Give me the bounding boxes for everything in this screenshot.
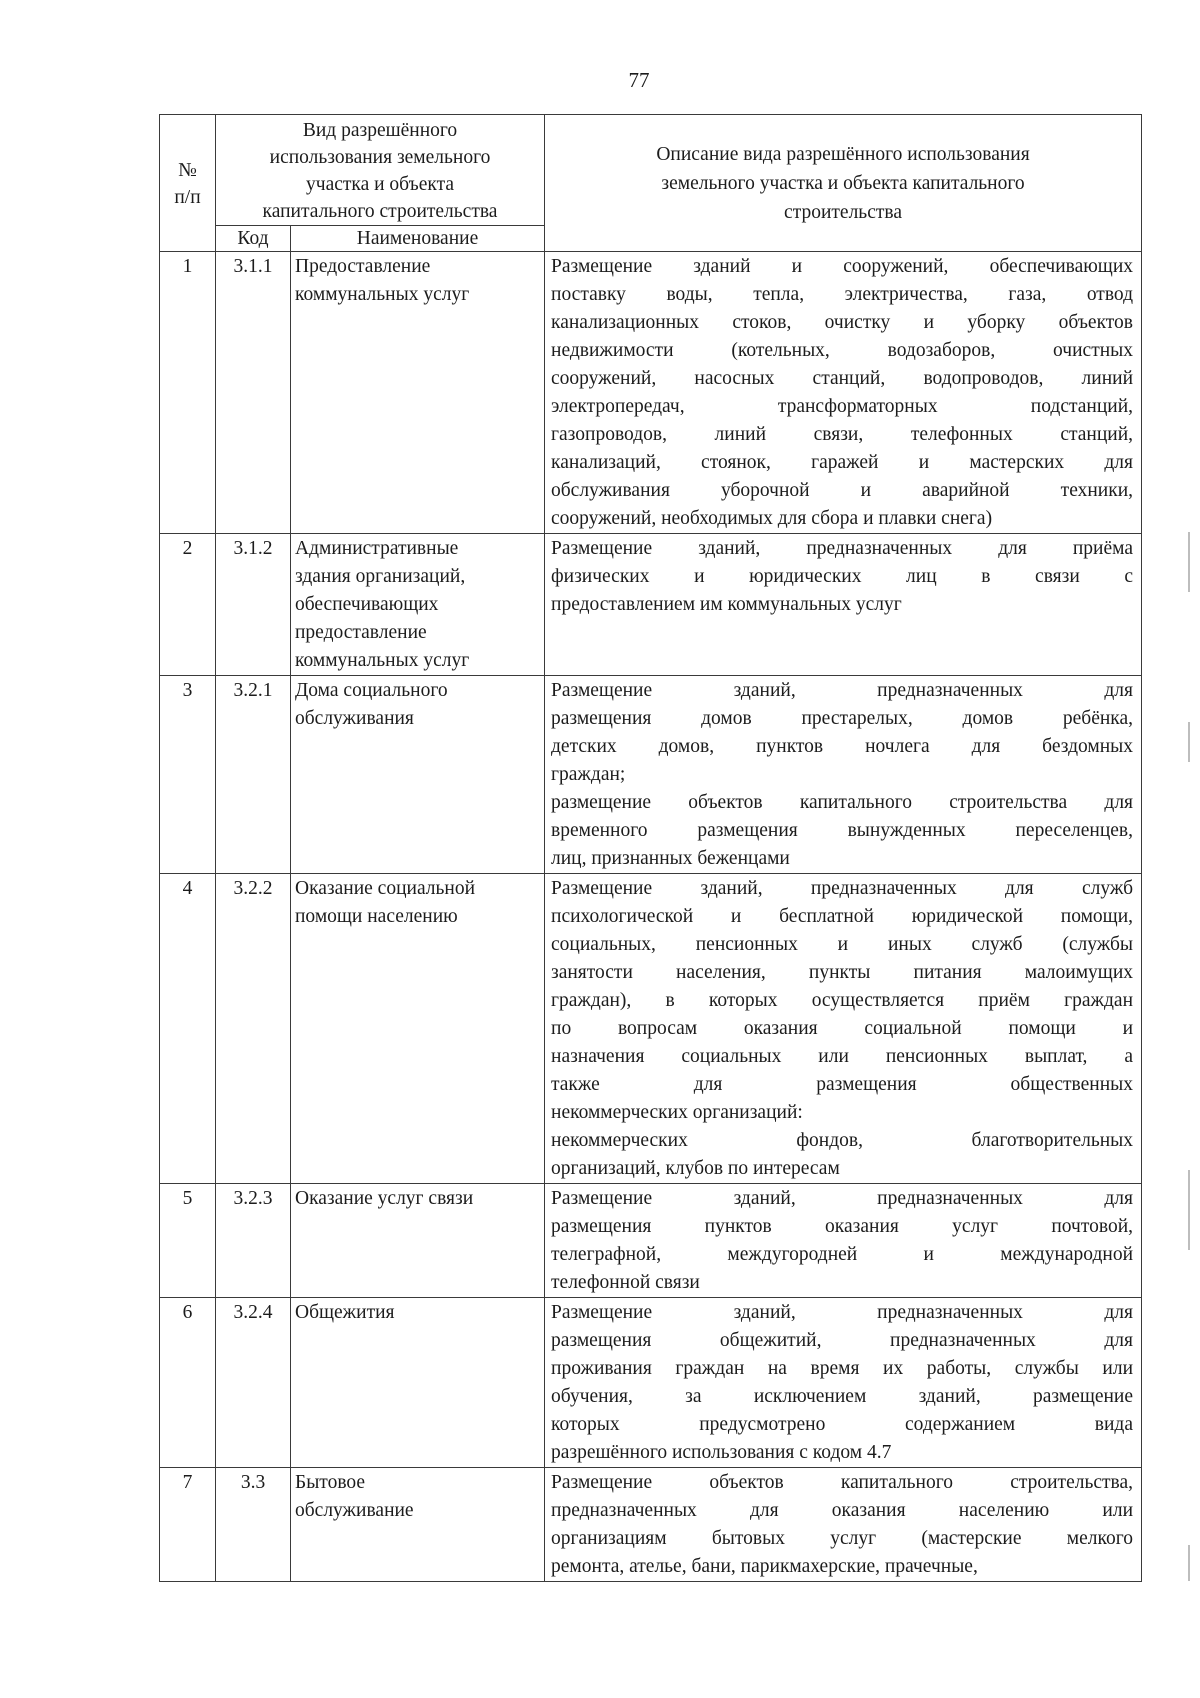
header-line: участка и объекта [306, 174, 454, 195]
description-line: которых предусмотрено содержанием вида [551, 1414, 1134, 1435]
description-line: предназначенных для оказания населению или [551, 1500, 1134, 1521]
use-name-line: Административные [295, 538, 459, 559]
description-line: по вопросам оказания социальной помощи и [551, 1018, 1134, 1039]
use-name-cell [291, 874, 545, 1184]
use-name-line: обслуживания [295, 708, 414, 729]
table-row [160, 676, 1142, 874]
header-line: п/п [174, 186, 201, 208]
use-description-cell [545, 1184, 1142, 1298]
description-line: граждан), в которых осуществляется приём граждан [551, 990, 1134, 1011]
column-header-name: Наименование [291, 226, 545, 252]
use-code-cell: 3.2.3 [216, 1184, 291, 1298]
description-line: психологической и бесплатной юридической помощи, [551, 906, 1134, 927]
use-code-cell: 3.2.1 [216, 676, 291, 874]
table-row [160, 874, 1142, 1184]
description-line: граждан; [551, 764, 626, 785]
header-line: строительства [784, 202, 902, 223]
use-name-cell [291, 534, 545, 676]
description-line: обучения, за исключением зданий, размещение [551, 1386, 1134, 1407]
use-name-line: коммунальных услуг [295, 650, 470, 671]
use-name-line: предоставление [295, 622, 427, 643]
description-line: электропередач, трансформаторных подстанций, [551, 396, 1134, 417]
description-line: организаций, клубов по интересам [551, 1158, 840, 1179]
header-line: Описание вида разрешённого использования [656, 144, 1030, 165]
row-number-cell: 6 [160, 1298, 216, 1468]
use-name-line: коммунальных услуг [295, 284, 470, 305]
description-line: канализаций, стоянок, гаражей и мастерских для [551, 452, 1134, 473]
row-number-cell: 4 [160, 874, 216, 1184]
use-code-cell: 3.2.4 [216, 1298, 291, 1468]
table-row [160, 252, 1142, 534]
table-row [160, 1298, 1142, 1468]
use-name-line: Общежития [295, 1302, 395, 1323]
use-name-cell [291, 1184, 545, 1298]
use-name-line: Оказание социальной [295, 878, 476, 899]
row-number-cell: 5 [160, 1184, 216, 1298]
description-line: лиц, признанных беженцами [551, 848, 790, 869]
use-description-cell [545, 1298, 1142, 1468]
description-line: газопроводов, линий связи, телефонных станций, [551, 424, 1134, 445]
use-name-cell [291, 1468, 545, 1582]
row-number-cell: 1 [160, 252, 216, 534]
use-code-cell: 3.2.2 [216, 874, 291, 1184]
description-line: занятости населения, пункты питания малоимущих [551, 962, 1134, 983]
description-line: ремонта, ателье, бани, парикмахерские, прачечные, [551, 1556, 978, 1577]
use-description-cell [545, 252, 1142, 534]
column-header-description [545, 115, 1142, 252]
header-line: № [178, 159, 197, 181]
use-name-line: обеспечивающих [295, 594, 439, 615]
header-line: использования земельного [269, 147, 491, 168]
use-name-line: Предоставление [295, 256, 431, 277]
use-description-cell [545, 676, 1142, 874]
row-number-cell: 2 [160, 534, 216, 676]
row-number-cell: 3 [160, 676, 216, 874]
table-body [160, 252, 1142, 1582]
description-line: канализационных стоков, очистку и уборку объектов [551, 312, 1134, 333]
scan-edge-mark [1188, 722, 1190, 762]
use-code-cell: 3.1.1 [216, 252, 291, 534]
use-name-line: помощи населению [295, 906, 458, 927]
column-header-code: Код [216, 226, 291, 252]
scan-edge-mark [1188, 532, 1190, 592]
table-header-row [160, 115, 1142, 226]
table-row [160, 1468, 1142, 1582]
row-number-cell: 7 [160, 1468, 216, 1582]
column-header-number [160, 115, 216, 252]
header-line: земельного участка и объекта капитального [661, 173, 1025, 194]
description-line: социальных, пенсионных и иных служб (службы [551, 934, 1134, 955]
description-line: предоставлением им коммунальных услуг [551, 594, 902, 615]
description-line: Размещение зданий, предназначенных для [551, 1188, 1134, 1209]
use-name-cell [291, 252, 545, 534]
table-row [160, 1184, 1142, 1298]
description-line: Размещение зданий, предназначенных для [551, 680, 1134, 701]
use-description-cell [545, 534, 1142, 676]
description-line: сооружений, необходимых для сбора и плавки снега) [551, 508, 993, 529]
description-line: размещения домов престарелых, домов ребёнка, [551, 708, 1134, 729]
table-row [160, 534, 1142, 676]
description-line: Размещение зданий и сооружений, обеспечивающих [551, 256, 1134, 277]
description-line: детских домов, пунктов ночлега для бездомных [551, 736, 1134, 757]
use-code-cell: 3.3 [216, 1468, 291, 1582]
header-line: капитального строительства [262, 201, 498, 222]
description-line: временного размещения вынужденных переселенцев, [551, 820, 1134, 841]
description-line: организациям бытовых услуг (мастерские мелкого [551, 1528, 1134, 1549]
use-name-line: здания организаций, [295, 566, 466, 587]
description-line: проживания граждан на время их работы, службы или [551, 1358, 1134, 1379]
description-line: разрешённого использования с кодом 4.7 [551, 1442, 892, 1463]
use-code-cell: 3.1.2 [216, 534, 291, 676]
use-name-line: Бытовое [295, 1472, 366, 1493]
description-line: телеграфной, междугородней и международной [551, 1244, 1134, 1265]
description-line: Размещение объектов капитального строительства, [551, 1472, 1134, 1493]
description-line: Размещение зданий, предназначенных для служб [551, 878, 1134, 899]
description-line: сооружений, насосных станций, водопроводов, линий [551, 368, 1134, 389]
use-name-line: Дома социального [295, 680, 448, 701]
description-line: размещение объектов капитального строительства для [551, 792, 1134, 813]
use-name-line: обслуживание [295, 1500, 414, 1521]
header-line: Вид разрешённого [302, 120, 458, 141]
description-line: некоммерческих фондов, благотворительных [551, 1130, 1134, 1151]
description-line: недвижимости (котельных, водозаборов, очистных [551, 340, 1134, 361]
description-line: назначения социальных или пенсионных выплат, а [551, 1046, 1134, 1067]
use-name-cell [291, 1298, 545, 1468]
use-description-cell [545, 1468, 1142, 1582]
description-line: размещения пунктов оказания услуг почтовой, [551, 1216, 1134, 1237]
use-name-line: Оказание услуг связи [295, 1188, 474, 1209]
description-line: физических и юридических лиц в связи с [551, 566, 1134, 587]
column-group-header-use-type [216, 115, 545, 226]
description-line: некоммерческих организаций: [551, 1102, 803, 1123]
description-line: телефонной связи [551, 1272, 700, 1293]
scan-edge-mark [1188, 1170, 1190, 1250]
description-line: также для размещения общественных [551, 1074, 1134, 1095]
description-line: размещения общежитий, предназначенных для [551, 1330, 1134, 1351]
description-line: Размещение зданий, предназначенных для [551, 1302, 1134, 1323]
use-description-cell [545, 874, 1142, 1184]
use-name-cell [291, 676, 545, 874]
description-line: поставку воды, тепла, электричества, газа, отвод [551, 284, 1134, 305]
description-line: обслуживания уборочной и аварийной техники, [551, 480, 1134, 501]
scan-edge-mark [1188, 1545, 1190, 1581]
land-use-table [159, 114, 1142, 1582]
description-line: Размещение зданий, предназначенных для приёма [551, 538, 1134, 559]
page-number: 77 [628, 68, 650, 92]
